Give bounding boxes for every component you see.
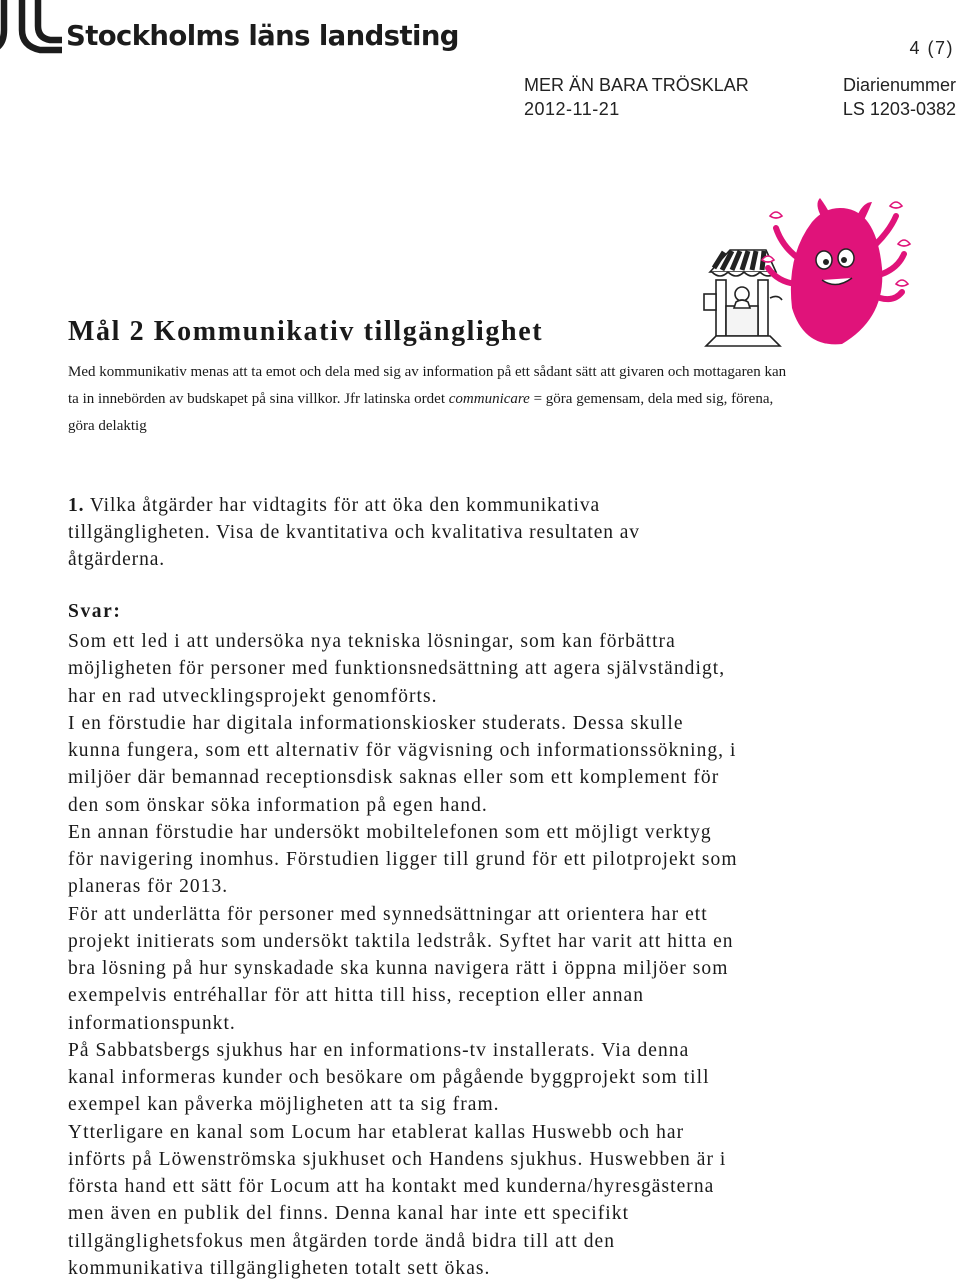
answer-body (68, 628, 788, 1282)
answer-line: För att underlätta för personer med synnedsättningar att orientera har ett (68, 903, 708, 925)
intro-latin-term: communicare (448, 391, 530, 407)
intro-text-part1: Med kommunikativ menas att ta emot och dela med sig av information på ett sådant sätt att givaren och mottagaren kan ta in innebörden av budskapet på sina villkor. Jfr latinska ordet (68, 364, 787, 407)
sll-logo-mark-icon (0, 0, 66, 58)
answer-line: informationspunkt. (68, 1012, 236, 1034)
document-date: 2012-11-21 (524, 99, 620, 119)
answer-line: projekt initierats som undersökt taktila ledstråk. Syftet har varit att hitta en (68, 930, 734, 952)
answer-line: I en förstudie har digitala informationskiosker studerats. Dessa skulle (68, 712, 684, 734)
diary-number: LS 1203-0382 (842, 99, 956, 119)
answer-line: möjligheten för personer med funktionsnedsättning att agera självständigt, (68, 658, 726, 680)
answer-line: Ytterligare en kanal som Locum har etablerat kallas Huswebb och har (68, 1121, 685, 1143)
document-title: MER ÄN BARA TRÖSKLAR (524, 75, 749, 95)
answer-label: Svar: (68, 601, 122, 622)
answer-line: På Sabbatsbergs sjukhus har en informations-tv installerats. Via denna (68, 1039, 690, 1061)
mascot-kiosk-icon (700, 198, 912, 356)
answer-line: men även en publik del finns. Denna kanal har inte ett specifikt (68, 1203, 630, 1225)
answer-line: tillgänglighetsfokus men åtgärden torde ändå bidra till att den (68, 1230, 616, 1252)
answer-line: kanal informeras kunder och besökare om pågående byggprojekt som till (68, 1067, 710, 1088)
organization-name: Stockholms läns landsting (66, 20, 459, 52)
answer-line: exempel kan påverka möjligheten att ta sig fram. (68, 1094, 500, 1116)
page-number: 4 (7) (909, 38, 954, 58)
answer-line: har en rad utvecklingsprojekt genomförts. (68, 685, 438, 707)
answer-line: planeras för 2013. (68, 876, 229, 898)
question-1 (68, 492, 708, 573)
answer-line: bra lösning på hur synskadade ska kunna navigera rätt i öppna miljöer som (68, 958, 729, 979)
answer-line: Som ett led i att undersöka nya tekniska lösningar, som kan förbättra (68, 631, 676, 652)
answer-line: kunna fungera, som ett alternativ för vägvisning och informationssökning, i (68, 740, 737, 761)
question-number: 1. (68, 495, 85, 516)
answer-line: för navigering inomhus. Förstudien ligger till grund för ett pilotprojekt som (68, 849, 738, 870)
answer-line: miljöer där bemannad receptionsdisk saknas eller som ett komplement för (68, 767, 720, 789)
answer-line: En annan förstudie har undersökt mobiltelefonen som ett möjligt verktyg (68, 821, 712, 843)
organization-logo (0, 0, 459, 58)
answer-line: exempelvis entréhallar för att hitta till hiss, reception eller annan (68, 985, 645, 1007)
intro-text-part2: = göra gemensam, dela med sig, förena, göra delaktig (68, 391, 774, 434)
answer-line: införts på Löwenströmska sjukhuset och Handens sjukhus. Huswebben är i (68, 1148, 727, 1170)
answer-line: kommunikativa tillgängligheten totalt sett ökas. (68, 1257, 491, 1279)
diary-number-label: Diarienummer (842, 75, 956, 95)
answer-line: första hand ett sätt för Locum att ha kontakt med kunderna/hyresgästerna (68, 1176, 715, 1197)
answer-line: den som önskar söka information på egen hand. (68, 794, 488, 816)
mascot-illustration (700, 198, 912, 356)
section-intro (68, 359, 798, 440)
question-text: Vilka åtgärder har vidtagits för att öka den kommunikativa tillgängligheten. Visa de kvantitativa och kvalitativa resultaten av åtgärderna. (68, 495, 640, 570)
section-heading: Mål 2 Kommunikativ tillgänglighet (68, 316, 544, 347)
